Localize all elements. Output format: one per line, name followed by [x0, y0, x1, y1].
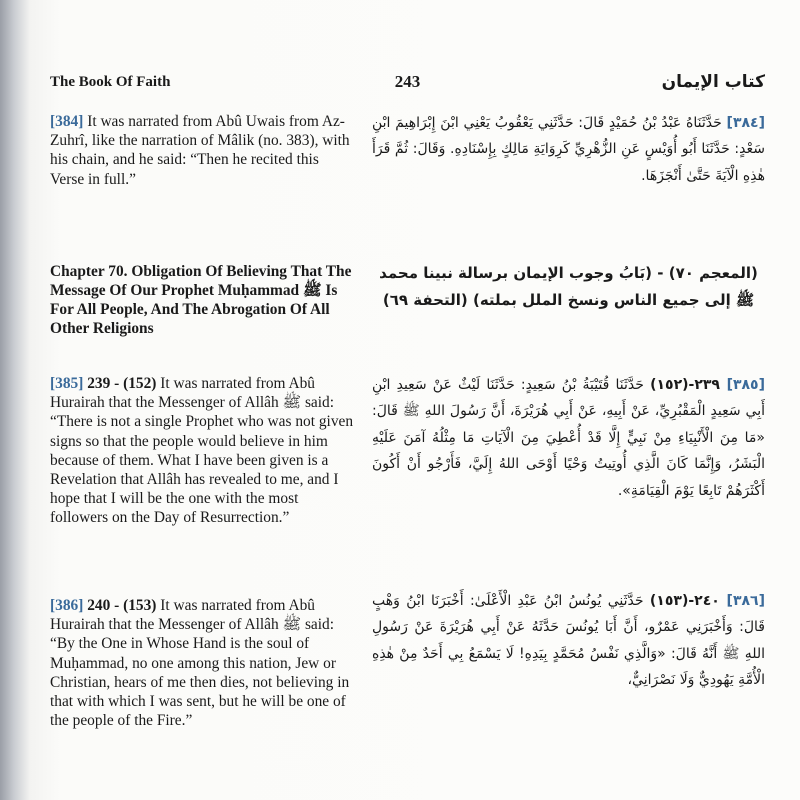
hadith-ref: [385] [50, 375, 84, 392]
hadith-ref: [٣٨٤] [726, 115, 765, 131]
hadith-number: 240 - (153) [83, 597, 157, 614]
chapter-title: (المعجم ٧٠) - (بَابُ وجوب الإيمان برسالة نبينا محمد ﷺ إلى جميع الناس ونسخ الملل بملته) (التحفة ٦٩) [379, 264, 758, 309]
hadith-386-arabic [372, 588, 765, 694]
chapter-heading-arabic [372, 260, 765, 314]
page-number: 243 [394, 72, 421, 91]
chapter-title: Chapter 70. Obligation Of Believing That The Message Of Our Prophet Muḥammad ﷺ Is For All People, And The Abrogation Of All Other Religions [50, 263, 352, 337]
hadith-text: حَدَّثَنَا قُتَيْبَةُ بْنُ سَعِيدٍ: حَدَّثَنَا لَيْثٌ عَنْ سَعِيدِ ابْنِ أَبِي سَعِيدٍ الْمَقْبُرِيِّ، عَنْ أَبِيهِ، عَنْ أَبِي هُرَيْرَةَ، أَنَّ رَسُولَ اللهِ ﷺ قَالَ: «مَا مِنَ الْأَنْبِيَاءِ مِنْ نَبِيٍّ إِلَّا قَدْ أُعْطِيَ مِنَ الْآيَاتِ مَا مِثْلُهُ آمَنَ عَلَيْهِ الْبَشَرُ، وَإِنَّمَا كَانَ الَّذِي أُوتِيتُ وَحْيًا أَوْحَى اللهُ إِلَيَّ، فَأَرْجُو أَنْ أَكُونَ أَكْثَرَهُمْ تَابِعًا يَوْمَ الْقِيَامَةِ». [372, 377, 765, 499]
hadith-text: حَدَّثَنِي يُونُسُ ابْنُ عَبْدِ الْأَعْلَىٰ: أَخْبَرَنَا ابْنُ وَهْبٍ قَالَ: وَأَخْبَرَنِي عَمْرٌو، أَنَّ أَبَا يُونُسَ حَدَّثَهُ عَنْ أَبِي هُرَيْرَةَ عَنْ رَسُولِ اللهِ ﷺ أَنَّهُ قَالَ: «وَالَّذِي نَفْسُ مُحَمَّدٍ بِيَدِهِ! لَا يَسْمَعُ بِي أَحَدٌ مِنْ هٰذِهِ الْأُمَّةِ يَهُودِيٌّ وَلَا نَصْرَانِيٌّ، [372, 593, 765, 689]
hadith-ref: [٣٨٥] [726, 377, 766, 393]
hadith-text: It was narrated from Abû Uwais from Az-Zuhrî, like the narration of Mâlik (no. 383), with his chain, and he said: “Then he recited this Verse in full.” [50, 113, 350, 188]
hadith-385-english [50, 374, 355, 528]
chapter-heading-english [50, 262, 355, 338]
hadith-386-english [50, 596, 355, 730]
book-title-arabic: كتاب الإيمان [661, 72, 765, 92]
hadith-ref: [386] [50, 597, 84, 614]
hadith-ref: [384] [50, 113, 84, 130]
hadith-number: 239 - (152) [83, 375, 157, 392]
book-title-english: The Book Of Faith [50, 74, 171, 90]
hadith-text: It was narrated from Abû Hurairah that the Messenger of Allâh ﷺ said: “By the One in Whose Hand is the soul of Muḥammad, no one among this nation, Jew or Christian, hears of me then dies, not believing in that with which I was sent, but he will be one of the people of the Fire.” [50, 597, 350, 730]
hadith-number: ٢٣٩-(١٥٢) [650, 377, 727, 393]
hadith-text: حَدَّثَنَاهُ عَبْدُ بْنُ حُمَيْدٍ قَالَ: حَدَّثَنِي يَعْقُوبُ يَعْنِي ابْنَ إِبْرَاهِيمَ ابْنِ سَعْدٍ: حَدَّثَنَا أَبُو أُوَيْسٍ عَنِ الزُّهْرِيِّ كَرِوَايَةِ مَالِكٍ بِإِسْنَادِهِ. وَقَالَ: ثُمَّ قَرَأَ هٰذِهِ الْآيَةَ حَتَّىٰ أَنْجَزَهَا. [372, 115, 765, 184]
running-head [50, 70, 765, 94]
hadith-384-english [50, 112, 355, 189]
hadith-number: ٢٤٠-(١٥٣) [649, 593, 727, 609]
hadith-text: It was narrated from Abû Hurairah that the Messenger of Allâh ﷺ said: “There is not a single Prophet who was not given signs so that the people would believe in him because of them. What I have been given is a Revelation that Allâh has revealed to me, and I hope that I will be the one with the most followers on the Day of Resurrection.” [50, 375, 354, 527]
hadith-384-arabic [372, 110, 765, 189]
hadith-385-arabic [372, 372, 765, 504]
hadith-ref: [٣٨٦] [726, 593, 765, 609]
